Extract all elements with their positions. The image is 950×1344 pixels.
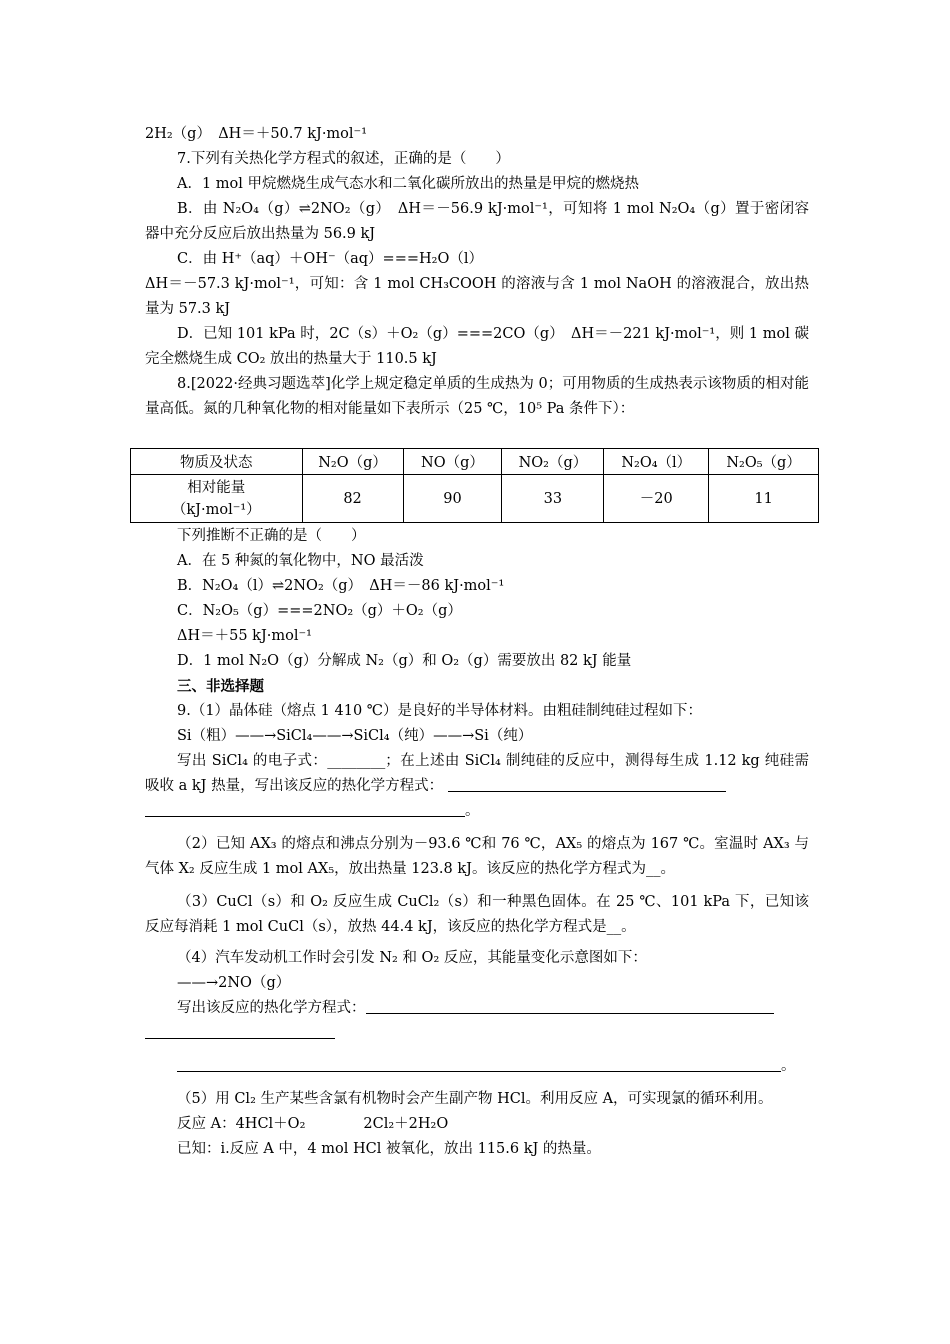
table-cell: －20	[604, 475, 709, 523]
q9-part3: （3）CuCl（s）和 O₂ 反应生成 CuCl₂（s）和一种黑色固体。在 25 ℃、101 kPa 下，已知该反应每消耗 1 mol CuCl（s），放热 44.4 kJ，该反应的热化学方程式是__。	[145, 894, 809, 935]
q7-option-b: B．由 N₂O₄（g）⇌2NO₂（g） ΔH＝－56.9 kJ·mol⁻¹，可知将 1 mol N₂O₄（g）置于密闭容器中充分反应后放出热量为 56.9 kJ	[145, 201, 809, 242]
q9-part4-answer-line	[145, 1021, 809, 1046]
q9-part4-answer-line2: 。	[145, 1054, 809, 1079]
answer-blank[interactable]	[177, 1055, 781, 1072]
q9-part1-process: Si（粗）——→SiCl₄——→SiCl₄（纯）——→Si（纯）	[177, 728, 533, 744]
table-cell: 33	[502, 475, 604, 523]
section-heading: 三、非选择题	[177, 678, 264, 695]
nitrogen-oxide-energy-table	[130, 448, 819, 523]
q9-part4-diagram: ——→2NO（g）	[177, 975, 291, 991]
q9-part4-question: 写出该反应的热化学方程式：	[145, 996, 809, 1021]
q8-source-tag: 8.[2022·经典习题选萃]	[177, 376, 331, 392]
q7-option-c-line1: C．由 H⁺（aq）＋OH⁻（aq）===H₂O（l）	[177, 251, 483, 267]
line-2h2: 2H₂（g） ΔH＝＋50.7 kJ·mol⁻¹	[145, 126, 368, 142]
table-header-row	[131, 449, 819, 475]
document-page	[145, 122, 809, 422]
q9-part1-answer-line: 。	[145, 799, 809, 824]
table-cell: 11	[709, 475, 819, 523]
answer-blank[interactable]	[448, 775, 726, 792]
table-header-cell: 物质及状态	[131, 449, 303, 475]
q9-part5-reaction: 反应 A：4HCl＋O₂ 2Cl₂＋2H₂O	[177, 1116, 449, 1132]
q8-stem	[145, 372, 809, 422]
table-header-cell: NO（g）	[403, 449, 502, 475]
table-header-cell: NO₂（g）	[502, 449, 604, 475]
answer-blank[interactable]	[145, 1022, 335, 1039]
answer-blank[interactable]	[145, 800, 465, 817]
q8-option-a: A．在 5 种氮的氧化物中，NO 最活泼	[177, 553, 424, 569]
q7-option-c-line2: ΔH＝－57.3 kJ·mol⁻¹，可知：含 1 mol CH₃COOH 的溶液与含 1 mol NaOH 的溶液混合，放出热量为 57.3 kJ	[145, 276, 809, 317]
q7-option-d: D．已知 101 kPa 时，2C（s）＋O₂（g）===2CO（g） ΔH＝－221 kJ·mol⁻¹，则 1 mol 碳完全燃烧生成 CO₂ 放出的热量大于 110.5 kJ	[145, 326, 809, 367]
q8-option-d: D．1 mol N₂O（g）分解成 N₂（g）和 O₂（g）需要放出 82 kJ 能量	[177, 653, 632, 669]
q9-part2: （2）已知 AX₃ 的熔点和沸点分别为－93.6 ℃和 76 ℃，AX₅ 的熔点为 167 ℃。室温时 AX₃ 与气体 X₂ 反应生成 1 mol AX₅，放出热量 123.8 kJ。该反应的热化学方程式为__。	[145, 836, 809, 877]
table-header-cell: N₂O₅（g）	[709, 449, 819, 475]
q8-option-b: B．N₂O₄（l）⇌2NO₂（g） ΔH＝－86 kJ·mol⁻¹	[177, 578, 505, 594]
table-cell: 82	[302, 475, 403, 523]
table-header-cell: N₂O₄（l）	[604, 449, 709, 475]
q8-ask: 下列推断不正确的是（ ）	[177, 528, 366, 544]
document-page-continued	[145, 524, 809, 1162]
q8-stem-text: 化学上规定稳定单质的生成热为 0；可用物质的生成热表示该物质的相对能量高低。氮的几种氧化物的相对能量如下表所示（25 ℃，10⁵ Pa 条件下）：	[145, 376, 809, 417]
q9-part5: （5）用 Cl₂ 生产某些含氯有机物时会产生副产物 HCl。利用反应 A，可实现氯的循环利用。	[177, 1091, 773, 1107]
q8-option-c-line1: C．N₂O₅（g）===2NO₂（g）＋O₂（g）	[177, 603, 462, 619]
q9-part5-known: 已知：ⅰ.反应 A 中，4 mol HCl 被氧化，放出 115.6 kJ 的热量。	[177, 1141, 601, 1157]
table-cell: 90	[403, 475, 502, 523]
q9-part1-question: 写出 SiCl₄ 的电子式：________；在上述由 SiCl₄ 制纯硅的反应中，测得每生成 1.12 kg 纯硅需吸收 a kJ 热量，写出该反应的热化学方程式：	[145, 753, 809, 794]
q9-part4: （4）汽车发动机工作时会引发 N₂ 和 O₂ 反应，其能量变化示意图如下：	[177, 950, 647, 966]
q9-part1: 9.（1）晶体硅（熔点 1 410 ℃）是良好的半导体材料。由粗硅制纯硅过程如下：	[177, 703, 703, 719]
q8-option-c-line2: ΔH＝＋55 kJ·mol⁻¹	[177, 628, 312, 644]
q7-option-a: A．1 mol 甲烷燃烧生成气态水和二氧化碳所放出的热量是甲烷的燃烧热	[177, 176, 640, 192]
table-row-label: 相对能量 （kJ·mol⁻¹）	[131, 475, 303, 523]
table-row	[131, 475, 819, 523]
q7-stem: 7.下列有关热化学方程式的叙述，正确的是（ ）	[177, 151, 510, 167]
table-header-cell: N₂O（g）	[302, 449, 403, 475]
answer-blank[interactable]	[366, 997, 774, 1014]
